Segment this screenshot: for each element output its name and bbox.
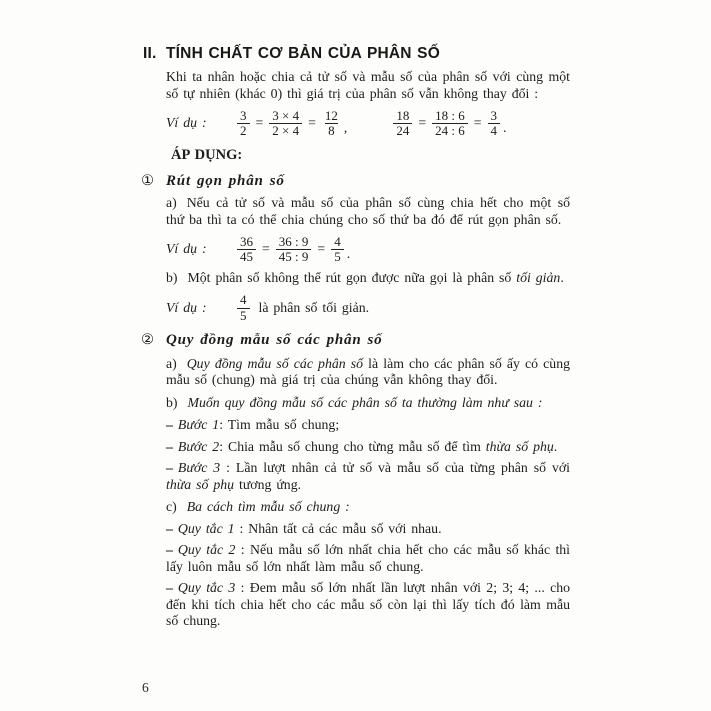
dash-marker: – (166, 542, 173, 557)
subsection-2-heading (141, 331, 570, 349)
paragraph-text: Nếu cả tử số và mẫu số của phân số cùng chia hết cho một số thứ ba thì ta có thể chia chúng cho số thứ ba đó để rút gọn phân số. (166, 195, 570, 227)
numerator: 4 (334, 233, 341, 249)
numerator: 36 : 9 (278, 233, 309, 249)
fraction (269, 109, 302, 139)
punctuation: . (560, 270, 564, 285)
paragraph-text: Ba cách tìm mẫu số chung : (186, 499, 350, 514)
step-item-3 (166, 460, 570, 493)
equals-sign: = (418, 115, 427, 131)
fraction (432, 109, 468, 139)
paragraph-text: là làm cho các phân số ấy có cùng mẫu số (chung) mà giá trị của chúng vẫn không thay đổi. (166, 355, 570, 387)
denominator: 8 (325, 123, 338, 139)
step-name: Bước 3 (177, 460, 221, 475)
example-label: Ví dụ : (166, 299, 207, 315)
equals-sign: = (317, 241, 326, 257)
step-name: Bước 2 (177, 438, 220, 454)
rule-name: Quy tắc 3 (177, 580, 236, 595)
rule-item-3 (166, 580, 570, 630)
step-item-1 (166, 417, 570, 434)
rule-name: Quy tắc 2 (177, 542, 236, 557)
paragraph-2b (166, 395, 570, 412)
punctuation: . (346, 246, 351, 262)
punctuation: . (503, 120, 507, 136)
denominator: 2 (237, 123, 250, 139)
emphasized-term: Quy đồng mẫu số các phân số (186, 355, 364, 371)
item-label: c) (166, 499, 177, 514)
step-text-end: tương ứng. (234, 476, 302, 492)
example-text: là phân số tối giản. (258, 299, 370, 315)
page-number: 6 (142, 680, 149, 695)
rule-text: : Nếu mẫu số lớn nhất chia hết cho các mẫu số khác thì lấy luôn mẫu số lớn nhất làm mẫu số chung. (166, 542, 571, 574)
numerator: 36 (240, 233, 253, 249)
dash-marker: – (166, 417, 173, 432)
circled-2-marker: ② (141, 331, 154, 348)
denominator: 45 : 9 (276, 249, 312, 265)
apply-label: ÁP DỤNG: (171, 147, 243, 163)
fraction (393, 109, 412, 139)
numerator: 18 (396, 107, 410, 123)
rule-text: : Nhân tất cả các mẫu số với nhau. (234, 520, 442, 536)
fraction (237, 109, 250, 139)
subsection-1-heading (141, 172, 570, 190)
section-heading (143, 44, 570, 63)
section-numeral: II. (143, 45, 157, 62)
example-label: Ví dụ : (166, 115, 207, 131)
item-label: b) (166, 394, 178, 410)
example-row-1 (166, 108, 570, 139)
equals-sign: = (255, 115, 264, 131)
equals-sign: = (262, 241, 270, 257)
emphasized-term: thừa số phụ (485, 438, 554, 454)
paragraph-2a (166, 356, 570, 389)
numerator: 3 (240, 107, 247, 123)
equals-sign: = (473, 115, 482, 131)
numerator: 12 (324, 107, 338, 123)
subsection-1-title: Rút gọn phân số (166, 173, 285, 189)
numerator: 3 (490, 107, 498, 123)
fraction (276, 235, 312, 265)
fraction (237, 235, 256, 265)
page-content (141, 44, 571, 630)
step-item-2 (166, 439, 570, 456)
dash-marker: – (166, 438, 173, 454)
fraction (331, 235, 344, 265)
rule-text: : Đem mẫu số lớn nhất lần lượt nhân với 2; 3; 4; ... cho đến khi tích chia hết cho các mẫu số còn lại thì lấy tích đó làm mẫu số chung. (166, 580, 570, 628)
paragraph-1a (166, 195, 570, 228)
denominator: 4 (488, 123, 501, 139)
step-text: : Chia mẫu số chung cho từng mẫu số để tìm (219, 438, 486, 454)
emphasized-term: tối giản (516, 270, 561, 285)
paragraph-text: Một phân số không thể rút gọn được nữa gọi là phân số (187, 270, 517, 285)
numerator: 3 × 4 (272, 107, 300, 123)
fraction (488, 109, 501, 139)
equals-sign: = (308, 115, 316, 131)
dash-marker: – (166, 520, 173, 536)
denominator: 24 (393, 123, 412, 139)
rule-item-1 (166, 521, 570, 538)
example-label: Ví dụ : (166, 241, 207, 257)
rule-item-2 (166, 542, 570, 575)
item-label: a) (166, 355, 177, 371)
intro-paragraph: Khi ta nhân hoặc chia cả tử số và mẫu số của phân số với cùng một số tự nhiên (khác 0) thì giá trị của phân số vẫn không thay đổi : (166, 69, 570, 101)
step-text: : Tìm mẫu số chung; (219, 417, 340, 432)
paragraph-1b (166, 270, 570, 287)
denominator: 24 : 6 (432, 123, 468, 139)
denominator: 5 (331, 249, 344, 265)
fraction (322, 109, 341, 139)
item-label: a) (166, 195, 177, 210)
circled-1-marker: ① (141, 173, 154, 189)
step-text: : Lần lượt nhân cả tử số và mẫu số của từng phân số với (220, 460, 570, 475)
denominator: 2 × 4 (269, 123, 302, 139)
example-row-3 (166, 293, 570, 324)
fraction (237, 293, 250, 323)
subsection-2-title: Quy đồng mẫu số các phân số (166, 331, 383, 348)
punctuation: , (343, 120, 348, 136)
step-name: Bước 1 (177, 417, 220, 432)
item-label: b) (166, 270, 178, 285)
section-title: TÍNH CHẤT CƠ BẢN CỦA PHÂN SỐ (166, 45, 440, 62)
denominator: 45 (237, 249, 256, 265)
rule-name: Quy tắc 1 (177, 520, 235, 536)
emphasized-term: thừa số phụ (166, 476, 235, 492)
dash-marker: – (166, 580, 173, 595)
paragraph-text: Muốn quy đồng mẫu số các phân số ta thường làm như sau : (187, 394, 543, 410)
punctuation: . (553, 438, 558, 454)
dash-marker: – (166, 460, 173, 475)
numerator: 4 (240, 292, 247, 307)
denominator: 5 (237, 308, 250, 324)
example-row-2 (166, 234, 570, 265)
paragraph-2c (166, 499, 570, 516)
numerator: 18 : 6 (435, 107, 465, 123)
